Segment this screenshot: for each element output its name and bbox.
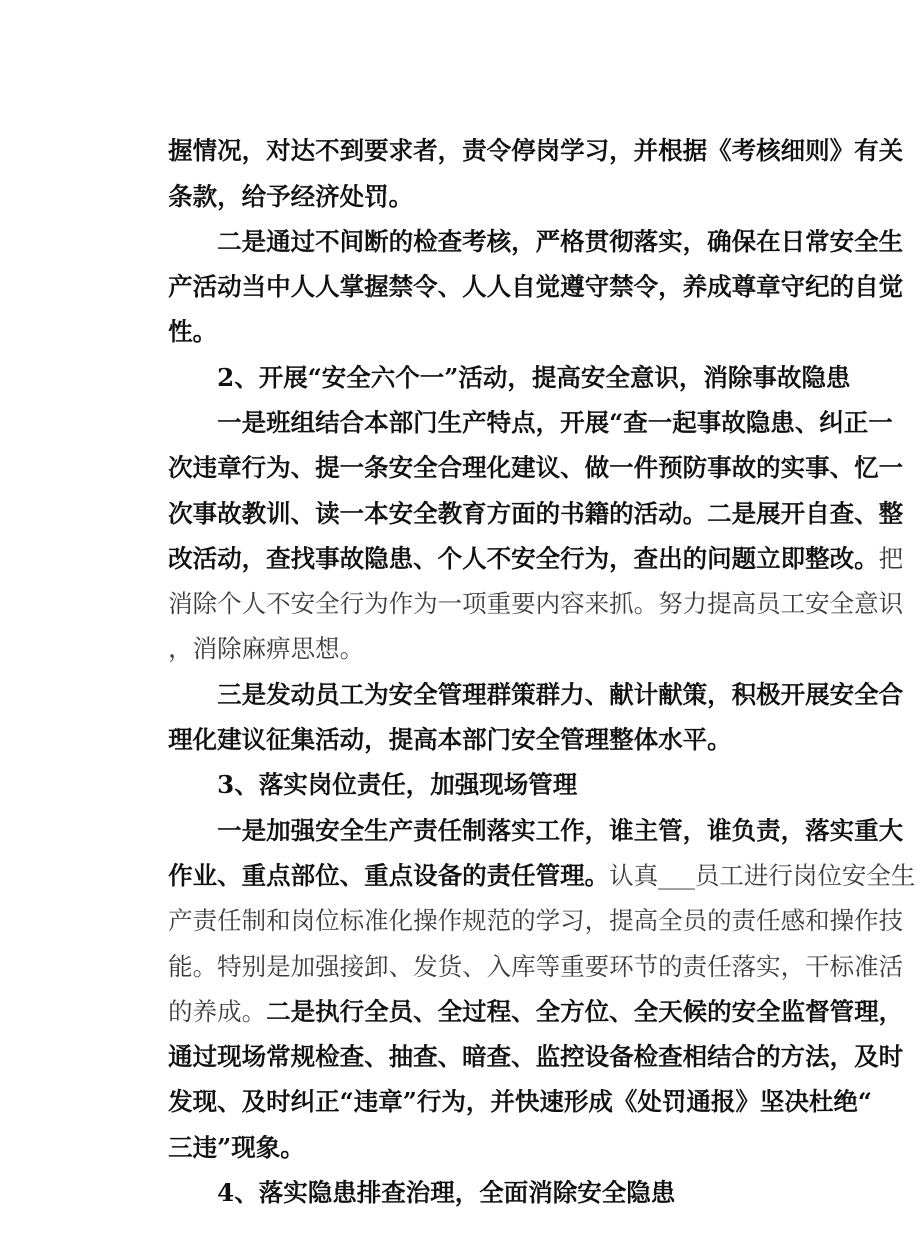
text-segment: 通过现场常规检查、抽查、暗查、监控设备检查相结合的方法，及时 [168,1042,904,1071]
text-segment: 性。 [168,317,218,346]
text-line [137,740,578,799]
text-line [137,423,904,482]
text-line [137,242,904,301]
text-segment: 作业、重点部位、重点设备的责任管理。 [168,861,610,890]
text-segment: 3、落实岗位责任，加强现场管理 [168,770,578,799]
text-line [137,197,904,256]
text-segment: 三是发动员工为安全管理群策群力、献计献策，积极开展安全合 [168,680,904,709]
text-line [137,786,904,845]
text-segment: 消除个人不安全行为作为一项重要内容来抓。努力提高员工安全意识 [168,589,904,618]
text-line [137,1057,872,1116]
text-segment: 握情况，对达不到要求者，责令停岗学习，并根据《考核细则》有关 [168,136,904,165]
text-segment: 4、落实隐患排查治理，全面消除安全隐患 [168,1178,676,1207]
text-segment: ，消除麻痹思想。 [168,634,365,663]
text-line [137,514,904,573]
text-line [137,967,904,1026]
text-line [137,333,851,392]
text-segment: 条款，给予经济处罚。 [168,182,414,211]
text-line [137,604,365,663]
text-segment: 一是班组结合本部门生产特点，开展“查一起事故隐患、纠正一 [168,408,893,437]
text-segment: 的养成。 [168,997,267,1026]
text-line [137,695,732,754]
text-segment: 理化建议征集活动，提高本部门安全管理整体水平。 [168,725,732,754]
text-segment: 改活动，查找事故隐患、个人不安全行为，查出的问题立即整改。 [168,544,879,573]
text-segment: 2、开展“安全六个一”活动，提高安全意识，消除事故隐患 [168,363,851,392]
text-line [137,559,904,618]
text-line [137,287,218,346]
text-line [137,106,904,165]
text-line [137,378,893,437]
text-segment: 能。特别是加强接卸、发货、入库等重要环节的责任落实，干标准活 [168,952,904,981]
text-line [137,831,916,890]
text-segment: 产责任制和岗位标准化操作规范的学习，提高全员的责任感和操作技 [168,906,904,935]
text-line [137,1012,904,1071]
text-segment: 认真___员工进行岗位安全生 [609,861,916,890]
text-line [137,1103,305,1162]
text-line [137,152,414,211]
text-segment: 二是执行全员、全过程、全方位、全天候的安全监督管理， [266,997,904,1026]
text-line [137,876,904,935]
text-line [137,922,904,981]
text-line [137,1148,676,1207]
text-segment: 产活动当中人人掌握禁令、人人自觉遵守禁令，养成尊章守纪的自觉 [168,272,904,301]
text-line [137,650,904,709]
text-segment: 一是加强安全生产责任制落实工作，谁主管，谁负责，落实重大 [168,816,904,845]
text-segment: 次事故教训、读一本安全教育方面的书籍的活动。二是展开自查、整 [168,499,904,528]
text-segment: 把 [878,544,904,573]
text-segment: 发现、及时纠正“违章”行为，并快速形成《处罚通报》坚决杜绝“ [168,1087,872,1116]
text-segment: 二是通过不间断的检查考核，严格贯彻落实，确保在日常安全生 [168,227,904,256]
text-line [137,469,904,528]
text-segment: 三违”现象。 [168,1133,305,1162]
text-segment: 次违章行为、提一条安全合理化建议、做一件预防事故的实事、忆一 [168,453,904,482]
